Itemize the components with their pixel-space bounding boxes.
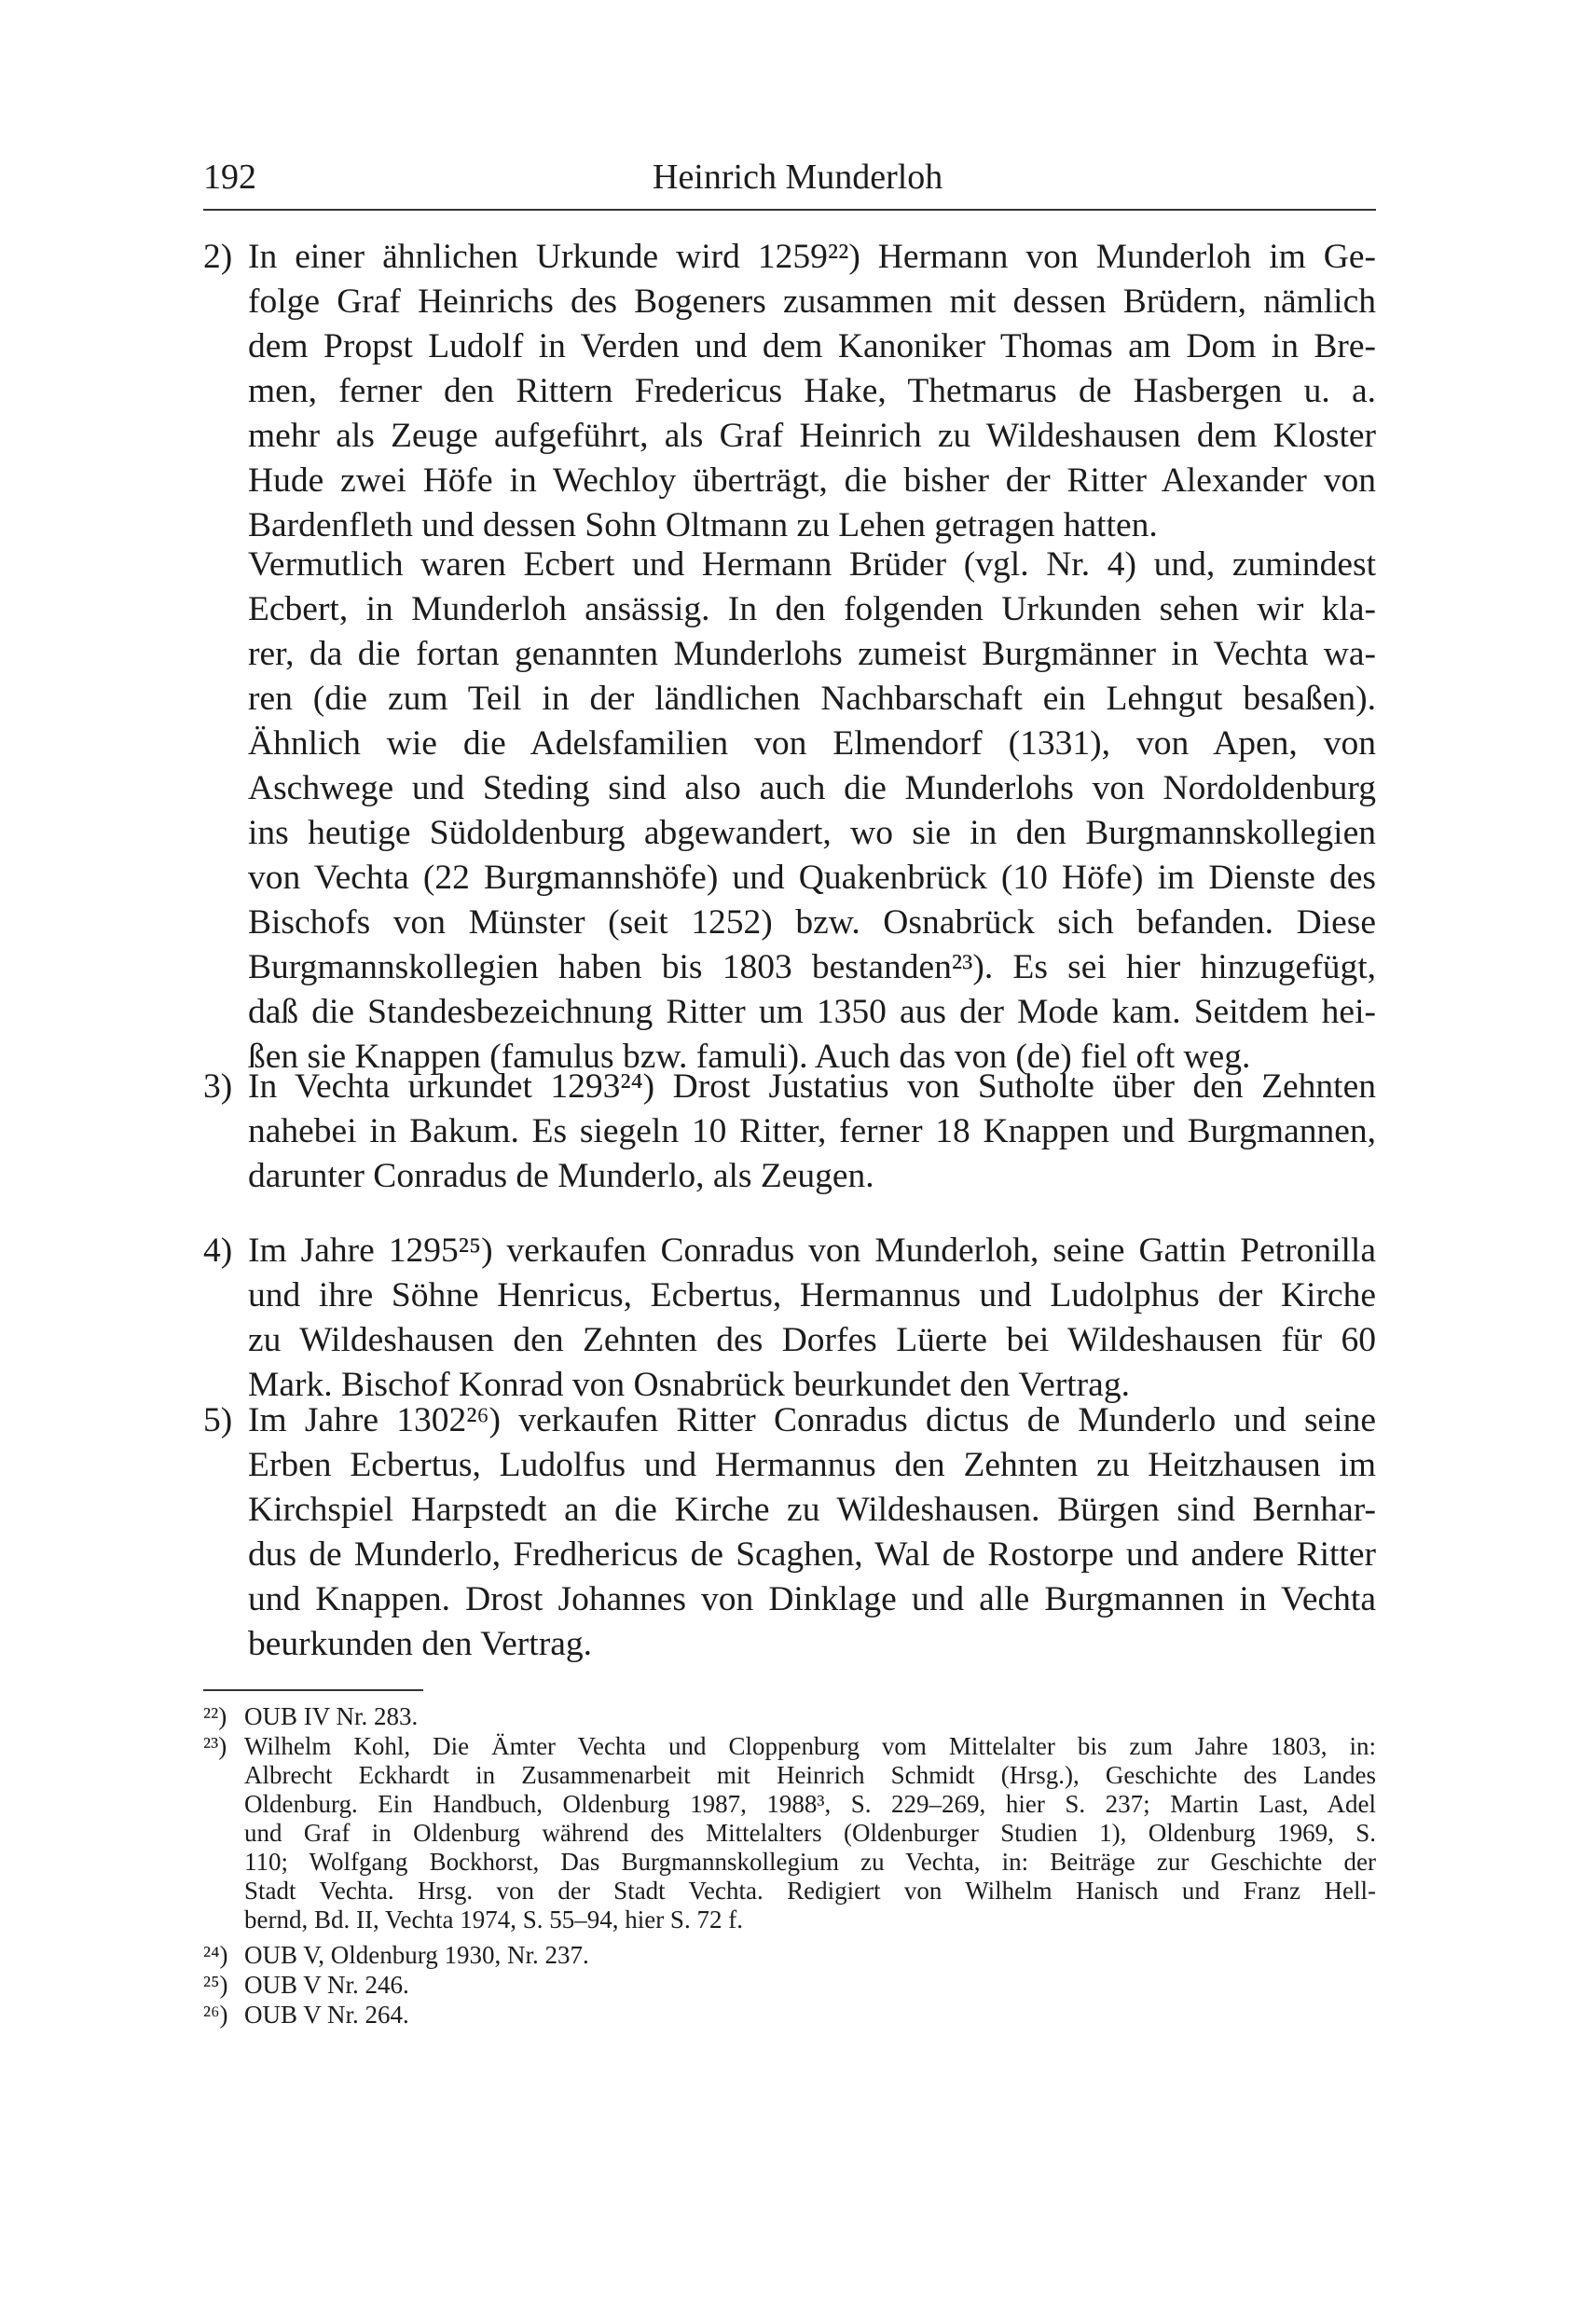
text-line: Ähnlich wie die Adelsfamilien von Elmendorf (1331), von Apen, von xyxy=(248,724,1376,763)
running-title: Heinrich Munderloh xyxy=(653,158,943,197)
text-line: mehr als Zeuge aufgeführt, als Graf Heinrich zu Wildeshausen dem Kloster xyxy=(248,417,1376,455)
text-line: In einer ähnlichen Urkunde wird 1259²²) Hermann von Munderloh im Ge- xyxy=(248,238,1376,276)
footnote-22 xyxy=(203,1702,1376,1731)
footnote-line: Albrecht Eckhardt in Zusammenarbeit mit Heinrich Schmidt (Hrsg.), Geschichte des Landes xyxy=(244,1761,1376,1789)
list-item-5 xyxy=(203,1398,1376,1667)
text-line: nahebei in Bakum. Es siegeln 10 Ritter, ferner 18 Knappen und Burgmannen, xyxy=(248,1112,1376,1150)
footnote-separator xyxy=(203,1689,423,1691)
list-item-4 xyxy=(203,1229,1376,1408)
text-line: In Vechta urkundet 1293²⁴) Drost Justatius von Sutholte über den Zehnten xyxy=(248,1067,1376,1106)
footnote-line: OUB IV Nr. 283. xyxy=(244,1702,419,1730)
text-line: Burgmannskollegien haben bis 1803 bestanden²³). Es sei hier hinzugefügt, xyxy=(248,948,1376,986)
text-line: rer, da die fortan genannten Munderlohs zumeist Burgmänner in Vechta wa- xyxy=(248,635,1376,673)
footnote-line: OUB V Nr. 246. xyxy=(244,1971,409,1999)
page-number: 192 xyxy=(203,158,256,197)
footnote-25 xyxy=(203,1971,1376,2000)
footnote-mark: ²⁴) xyxy=(203,1941,228,1969)
text-line: daß die Standesbezeichnung Ritter um 1350 aus der Mode kam. Seitdem hei- xyxy=(248,993,1376,1031)
text-line: ren (die zum Teil in der ländlichen Nachbarschaft ein Lehngut besaßen). xyxy=(248,680,1376,718)
footnote-mark: ²⁶) xyxy=(203,2001,228,2029)
footnote-line: Oldenburg. Ein Handbuch, Oldenburg 1987, 1988³, S. 229–269, hier S. 237; Martin Last, Adel xyxy=(244,1790,1376,1818)
text-line: Mark. Bischof Konrad von Osnabrück beurkundet den Vertrag. xyxy=(248,1366,1130,1404)
item-number: 5) xyxy=(203,1401,233,1439)
text-line: Im Jahre 1295²⁵) verkaufen Conradus von Munderloh, seine Gattin Petronilla xyxy=(248,1232,1376,1270)
item-number: 4) xyxy=(203,1232,233,1270)
item-number: 3) xyxy=(203,1067,233,1106)
footnote-26 xyxy=(203,2001,1376,2030)
text-line: ins heutige Südoldenburg abgewandert, wo sie in den Burgmannskollegien xyxy=(248,814,1376,852)
text-line: Ecbert, in Munderloh ansässig. In den folgenden Urkunden sehen wir kla- xyxy=(248,590,1376,628)
text-line: dus de Munderlo, Fredhericus de Scaghen, Wal de Rostorpe und andere Ritter xyxy=(248,1535,1376,1574)
text-line: darunter Conradus de Munderlo, als Zeugen. xyxy=(248,1157,874,1195)
text-line: Im Jahre 1302²⁶) verkaufen Ritter Conradus dictus de Munderlo und seine xyxy=(248,1401,1376,1439)
footnote-line: 110; Wolfgang Bockhorst, Das Burgmannskollegium zu Vechta, in: Beiträge zur Geschichte der xyxy=(244,1848,1376,1876)
text-line: Erben Ecbertus, Ludolfus und Hermannus den Zehnten zu Heitzhausen im xyxy=(248,1446,1376,1484)
text-line: Kirchspiel Harpstedt an die Kirche zu Wildeshausen. Bürgen sind Bernhar- xyxy=(248,1491,1376,1529)
footnote-line: und Graf in Oldenburg während des Mittelalters (Oldenburger Studien 1), Oldenburg 1969, S. xyxy=(244,1819,1376,1847)
footnote-mark: ²³) xyxy=(203,1732,227,1760)
text-line: ßen sie Knappen (famulus bzw. famuli). Auch das von (de) fiel oft weg. xyxy=(248,1038,1251,1076)
list-item-3 xyxy=(203,1065,1376,1199)
list-item-2 xyxy=(203,235,1376,548)
text-line: von Vechta (22 Burgmannshöfe) und Quakenbrück (10 Höfe) im Dienste des xyxy=(248,859,1376,897)
text-line: zu Wildeshausen den Zehnten des Dorfes Lüerte bei Wildeshausen für 60 xyxy=(248,1321,1376,1359)
text-line: Bischofs von Münster (seit 1252) bzw. Osnabrück sich befanden. Diese xyxy=(248,903,1376,942)
header-rule xyxy=(203,209,1376,211)
footnote-line: Stadt Vechta. Hrsg. von der Stadt Vechta. Redigiert von Wilhelm Hanisch und Franz Hell- xyxy=(244,1877,1376,1905)
text-line: dem Propst Ludolf in Verden und dem Kanoniker Thomas am Dom in Bre- xyxy=(248,327,1376,365)
text-line: Vermutlich waren Ecbert und Hermann Brüder (vgl. Nr. 4) und, zumindest xyxy=(248,545,1376,584)
text-line: Hude zwei Höfe in Wechloy überträgt, die bisher der Ritter Alexander von xyxy=(248,461,1376,500)
footnote-mark: ²⁵) xyxy=(203,1971,228,1999)
text-line: folge Graf Heinrichs des Bogeners zusammen mit dessen Brüdern, nämlich xyxy=(248,282,1376,321)
footnote-24 xyxy=(203,1941,1376,1970)
text-line: Aschwege und Steding sind also auch die Munderlohs von Nordoldenburg xyxy=(248,769,1376,807)
text-line: beurkunden den Vertrag. xyxy=(248,1625,592,1663)
footnote-mark: ²²) xyxy=(203,1702,227,1730)
item-number: 2) xyxy=(203,238,233,276)
text-line: men, ferner den Rittern Fredericus Hake, Thetmarus de Hasbergen u. a. xyxy=(248,372,1376,410)
footnote-line: OUB V Nr. 264. xyxy=(244,2001,409,2029)
text-line: Bardenfleth und dessen Sohn Oltmann zu Lehen getragen hatten. xyxy=(248,506,1158,544)
text-line: und ihre Söhne Henricus, Ecbertus, Hermannus und Ludolphus der Kirche xyxy=(248,1276,1376,1314)
text-line: und Knappen. Drost Johannes von Dinklage und alle Burgmannen in Vechta xyxy=(248,1580,1376,1618)
footnote-line: OUB V, Oldenburg 1930, Nr. 237. xyxy=(244,1941,589,1969)
footnote-line: Wilhelm Kohl, Die Ämter Vechta und Cloppenburg vom Mittelalter bis zum Jahre 1803, in: xyxy=(244,1732,1376,1760)
body-paragraph xyxy=(203,543,1376,1080)
footnote-line: bernd, Bd. II, Vechta 1974, S. 55–94, hier S. 72 f. xyxy=(244,1906,743,1934)
footnote-23 xyxy=(203,1732,1376,1934)
